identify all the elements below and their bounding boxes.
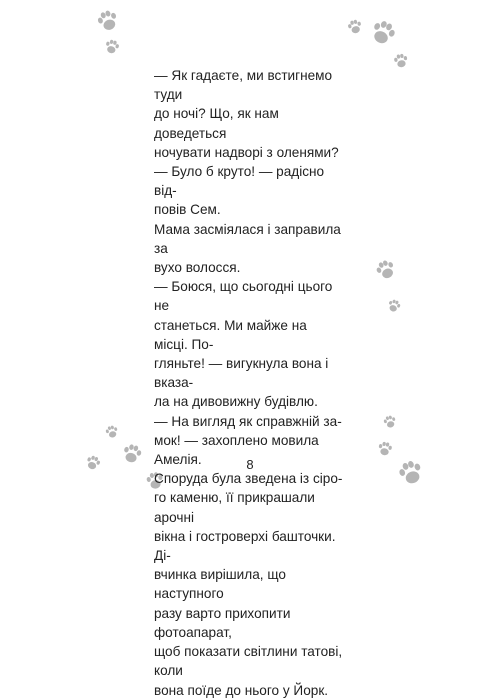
paw-print-icon	[346, 18, 364, 36]
page-number: 8	[246, 457, 254, 472]
paragraph: Мама засміялася і заправила за вухо волосся.	[154, 221, 341, 276]
paw-print-icon	[368, 18, 398, 48]
paw-print-icon	[103, 38, 121, 56]
paw-print-icon	[376, 440, 394, 458]
paw-print-icon	[386, 298, 402, 314]
paragraph: — На вигляд як справжній за- мок! — захоплено мовила Амелія.	[154, 413, 342, 468]
paragraph: — Як гадаєте, ми встигнемо туди до ночі? Що, як нам доведеться ночувати надворі з оленями?	[154, 68, 339, 160]
paw-print-icon	[95, 8, 121, 34]
paragraph: — Було б круто! — радісно від- повів Сем.	[154, 164, 325, 218]
story-text	[154, 66, 344, 700]
paragraph: Споруда була зведена із сіро- го каменю, її прикрашали арочні вікна і гостроверхі башточки. Ді- вчинка вирішила, що наступного разу варто прихопити фотоапарат, щоб показати світлини татові, коли вона поїде до нього у Йорк.	[154, 471, 343, 698]
paragraph: — Боюся, що сьогодні цього не станеться. Ми майже на місці. По- гляньте! — вигукнула вона і вказа- ла на дивовижну будівлю.	[154, 279, 333, 410]
paw-print-icon	[392, 52, 410, 70]
paw-print-icon	[374, 258, 398, 282]
paw-print-icon	[382, 414, 398, 430]
paw-print-icon	[104, 424, 120, 440]
